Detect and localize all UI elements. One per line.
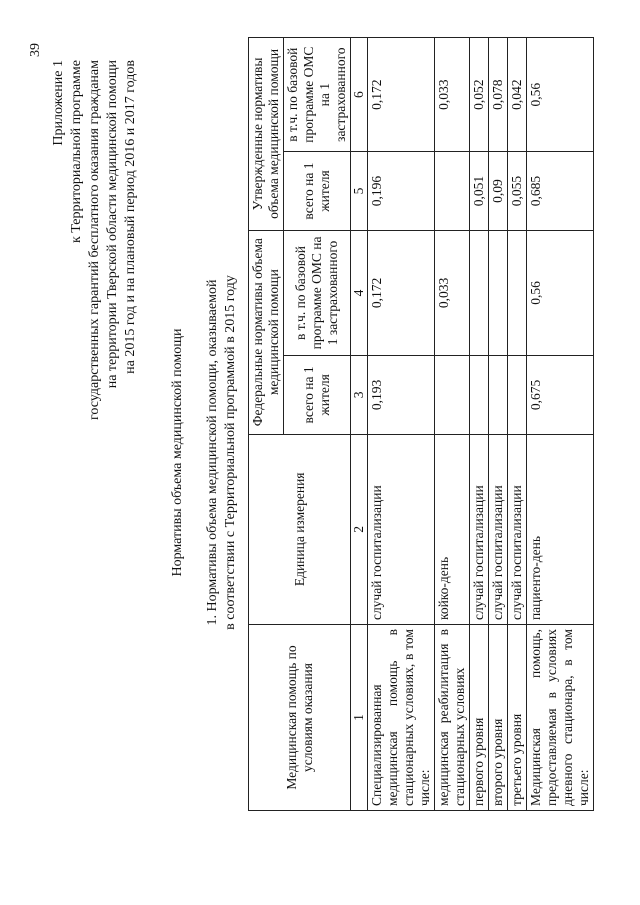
fed-total-cell <box>489 356 508 434</box>
unit-cell: пациенто-день <box>527 434 594 624</box>
care-cell: первого уровня <box>470 625 489 811</box>
section-title <box>204 0 240 905</box>
fed-total-cell: 0,675 <box>527 356 594 434</box>
table-row <box>489 38 508 811</box>
table-row <box>470 38 489 811</box>
fed-oms-cell <box>508 230 527 355</box>
fed-oms-cell: 0,56 <box>527 230 594 355</box>
unit-cell: койко-день <box>435 434 470 624</box>
appr-oms-cell: 0,052 <box>470 38 489 152</box>
appr-total-cell: 0,051 <box>470 152 489 230</box>
appendix-line: государственных гарантий бесплатного оказания гражданам <box>87 60 102 421</box>
norms-table <box>248 37 594 811</box>
appr-oms-cell: 0,172 <box>368 38 435 152</box>
appr-oms-cell: 0,56 <box>527 38 594 152</box>
appendix-block <box>50 60 140 700</box>
care-cell: третьего уровня <box>508 625 527 811</box>
section-title-line: 1. Нормативы объема медицинской помощи, оказываемой <box>205 279 220 626</box>
appr-total-cell: 0,09 <box>489 152 508 230</box>
table-row <box>508 38 527 811</box>
appr-total-cell: 0,685 <box>527 152 594 230</box>
appr-oms-cell: 0,078 <box>489 38 508 152</box>
appr-oms-cell: 0,042 <box>508 38 527 152</box>
header-care: Медицинская помощь по условиям оказания <box>249 625 351 811</box>
appr-total-cell: 0,196 <box>368 152 435 230</box>
header-unit: Единица измерения <box>249 434 351 624</box>
column-number: 5 <box>351 152 368 230</box>
fed-total-cell: 0,193 <box>368 356 435 434</box>
header-approved-per-resident: всего на 1 жителя <box>284 152 351 230</box>
unit-cell: случай госпитализации <box>508 434 527 624</box>
section-title-line: в соответствии с Территориальной программой в 2015 году <box>223 275 238 630</box>
unit-cell: случай госпитализации <box>470 434 489 624</box>
fed-oms-cell <box>489 230 508 355</box>
appr-total-cell <box>435 152 470 230</box>
table-row <box>368 38 435 811</box>
fed-total-cell <box>508 356 527 434</box>
unit-cell: случай госпитализации <box>368 434 435 624</box>
care-cell: Медицинская помощь, предоставляемая в условиях дневного стационара, в том числе: <box>527 625 594 811</box>
appendix-line: на территории Тверской области медицинской помощи <box>105 60 120 389</box>
appr-oms-cell: 0,033 <box>435 38 470 152</box>
fed-total-cell <box>470 356 489 434</box>
appendix-line: к Территориальной программе <box>69 60 84 244</box>
main-title: Нормативы объема медицинской помощи <box>170 328 185 577</box>
unit-cell: случай госпитализации <box>489 434 508 624</box>
column-number: 3 <box>351 356 368 434</box>
table-row <box>435 38 470 811</box>
care-cell: медицинская реабилитация в стационарных условиях <box>435 625 470 811</box>
table-row <box>527 38 594 811</box>
column-number: 2 <box>351 434 368 624</box>
appendix-line: на 2015 год и на плановый период 2016 и 2017 годов <box>123 60 138 374</box>
appendix-title: Приложение 1 <box>51 60 66 146</box>
fed-oms-cell: 0,033 <box>435 230 470 355</box>
column-number: 1 <box>351 625 368 811</box>
page-number: 39 <box>28 43 43 57</box>
fed-oms-cell <box>470 230 489 355</box>
care-cell: второго уровня <box>489 625 508 811</box>
header-federal-oms: в т.ч. по базовой программе ОМС на 1 застрахованного <box>284 230 351 355</box>
column-number-row <box>351 38 368 811</box>
fed-total-cell <box>435 356 470 434</box>
appr-total-cell: 0,055 <box>508 152 527 230</box>
header-row <box>249 38 284 811</box>
header-federal-per-resident: всего на 1 жителя <box>284 356 351 434</box>
column-number: 6 <box>351 38 368 152</box>
fed-oms-cell: 0,172 <box>368 230 435 355</box>
column-number: 4 <box>351 230 368 355</box>
header-approved: Утвержденные нормативы объема медицинской помощи <box>249 38 284 231</box>
header-approved-oms: в т.ч. по базовой программе ОМС на 1 застрахованного <box>284 38 351 152</box>
header-federal: Федеральные нормативы объема медицинской помощи <box>249 230 284 434</box>
care-cell: Специализированная медицинская помощь в стационарных условиях, в том числе: <box>368 625 435 811</box>
